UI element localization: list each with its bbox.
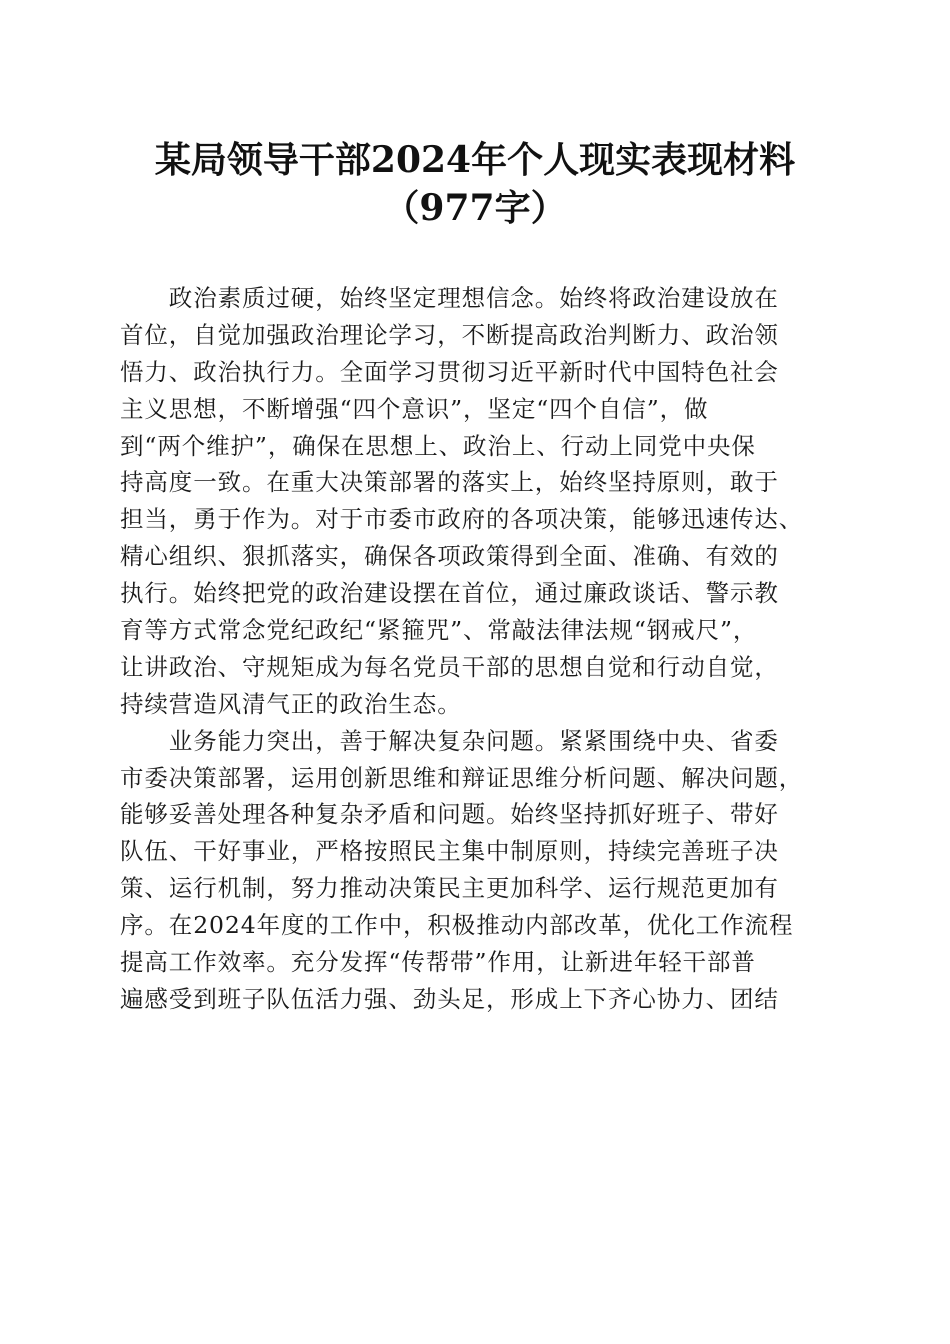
text-line: 策、运行机制，努力推动决策民主更加科学、运行规范更加有 [120,874,779,903]
text-line: 执行。始终把党的政治建设摆在首位，通过廉政谈话、警示教 [120,579,779,608]
text-line: 主义思想，不断增强“四个意识”，坚定“四个自信”，做 [120,394,709,423]
text-line: 市委决策部署，运用创新思维和辩证思维分析问题、解决问题， [120,763,804,792]
text-line: 序。在2024年度的工作中，积极推动内部改革，优化工作流程 [120,911,794,940]
document-body [120,280,836,1018]
text-line: 遍感受到班子队伍活力强、劲头足，形成上下齐心协力、团结 [120,984,779,1013]
text-line: 队伍、干好事业，严格按照民主集中制原则，持续完善班子决 [120,837,779,866]
text-line: 持高度一致。在重大决策部署的落实上，始终坚持原则，敢于 [120,468,779,497]
text-line: 业务能力突出，善于解决复杂问题。紧紧围绕中央、省委 [120,726,779,755]
text-line: 政治素质过硬，始终坚定理想信念。始终将政治建设放在 [120,284,779,312]
text-line: 精心组织、狠抓落实，确保各项政策得到全面、准确、有效的 [120,542,779,571]
text-line: 能够妥善处理各种复杂矛盾和问题。始终坚持抓好班子、带好 [120,800,779,829]
paragraph-business-ability [120,723,836,1018]
document-title: 某局领导干部2024年个人现实表现材料（977字） [154,139,796,229]
paragraph-political-quality [120,280,836,723]
text-line: 担当，勇于作为。对于市委市政府的各项决策，能够迅速传达、 [120,505,804,534]
text-line: 持续营造风清气正的政治生态。 [120,689,462,718]
text-line: 到“两个维护”，确保在思想上、政治上、行动上同党中央保 [120,431,756,460]
text-line: 让讲政治、守规矩成为每名党员干部的思想自觉和行动自觉， [120,652,779,681]
text-line: 首位，自觉加强政治理论学习，不断提高政治判断力、政治领 [120,320,779,349]
text-line: 提高工作效率。充分发挥“传帮带”作用，让新进年轻干部普 [120,948,756,977]
text-line: 悟力、政治执行力。全面学习贯彻习近平新时代中国特色社会 [120,357,779,386]
text-line: 育等方式常念党纪政纪“紧箍咒”、常敲法律法规“钢戒尺”， [120,616,758,645]
